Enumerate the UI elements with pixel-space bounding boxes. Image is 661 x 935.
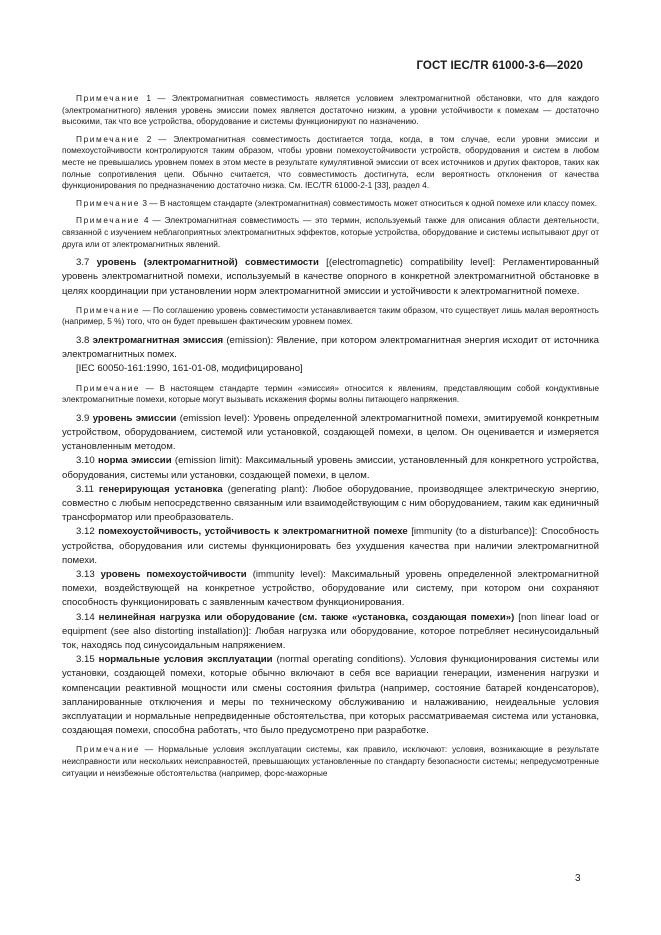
term-name: уровень эмиссии bbox=[92, 412, 177, 424]
term-3-15 bbox=[62, 653, 599, 738]
note-label: Примечание bbox=[76, 382, 141, 393]
term-definition: (emission level): Уровень определенной электромагнитной помехи, эмитируемой конкретным устройством, оборудованием, системой или установкой, создающей помехи, в целом. Он оценивается и измеряется установленным методом. bbox=[62, 412, 599, 453]
term-definition: (emission): Явление, при котором электромагнитная энергия исходит от источника электромагнитных помех. bbox=[62, 334, 599, 361]
term-3-13 bbox=[62, 568, 599, 611]
term-3-7 bbox=[62, 256, 599, 299]
note-number: 2 bbox=[146, 133, 152, 144]
document-body bbox=[62, 93, 599, 785]
term-3-14 bbox=[62, 611, 599, 654]
term-3-12 bbox=[62, 525, 599, 568]
term-name: нелинейная нагрузка или оборудование (см. также «установка, создающая помехи») bbox=[98, 611, 515, 623]
term-number: 3.14 bbox=[76, 611, 95, 623]
term-number: 3.10 bbox=[76, 455, 95, 467]
term-name: нормальные условия эксплуатации bbox=[98, 654, 273, 666]
note-label: Примечание bbox=[76, 197, 141, 208]
term-definition: (normal operating conditions). Условия функционирования системы или установки, создающей помехи, которые обычно включают в себя все вариации генерации, изменения нагрузки и компенсации реактивной мощности или смены состояния фильтра (например, состояние батарей конденсаторов), запланированные отключения и меры по техническому обслуживанию и налаживанию, неидеальные условия эксплуатации и нормальные непредвиденные обстоятельства, при которых рассматриваемая система или установка, создающая помехи, способна работать, что было предусмотрено при разработке. bbox=[62, 654, 599, 737]
term-3-9 bbox=[62, 412, 599, 455]
note-3 bbox=[62, 198, 599, 210]
term-number: 3.15 bbox=[76, 654, 95, 666]
note-text: — По соглашению уровень совместимости устанавливается таким образом, что существует лишь малая вероятность (например, 5 %) того, что он будет превышен фактическим уровнем помех. bbox=[62, 304, 599, 327]
note-number: 1 bbox=[146, 93, 151, 103]
note-label: Примечание bbox=[76, 304, 141, 315]
term-definition: (immunity level): Максимальный уровень определенной электромагнитной помехи, воздействующей на конкретное устройство, оборудование или систему, при котором они сохраняют способность функционировать с заявленным качеством функционирования. bbox=[62, 568, 599, 609]
term-name: норма эмиссии bbox=[97, 455, 172, 467]
term-number: 3.13 bbox=[76, 568, 95, 580]
note-number: 4 bbox=[143, 215, 149, 226]
term-number: 3.8 bbox=[76, 334, 90, 346]
note-text: — Электромагнитная совместимость — это термин, используемый также для описания области деятельности, связанной с изучением неблагоприятных электромагнитных эффектов, которые устройства, оборудование и системы испытывают друг от друга или от электромагнитных явлений. bbox=[62, 215, 599, 249]
term-name: уровень помехоустойчивости bbox=[100, 568, 247, 580]
note-label: Примечание bbox=[76, 215, 141, 226]
term-definition: (generating plant): Любое оборудование, производящее электрическую энергию, совместно с любым непосредственно связанным или взаимодействующим с ним оборудованием, таким как единичный трансформатор или преобразователь. bbox=[62, 483, 599, 524]
term-name: электромагнитная эмиссия bbox=[92, 334, 224, 346]
note-text: — В настоящем стандарте (электромагнитная) совместимость может относиться к одной помехе или классу помех. bbox=[146, 197, 598, 208]
term-definition: (emission limit): Максимальный уровень эмиссии, установленный для конкретного устройства, оборудования, системы или установки, создающей помехи, в целом. bbox=[62, 455, 599, 481]
note-text: — Электромагнитная совместимость является условием электромагнитной обстановки, что для каждого (электромагнитного) явления уровень эмиссии помех является достаточно низким, а уровни устойчивости к помехам — достаточно высокими, так что все устройства, оборудование и системы функционируют по назначению. bbox=[62, 93, 599, 127]
term-3-10 bbox=[62, 454, 599, 482]
note-label: Примечание bbox=[76, 133, 141, 144]
term-name: помехоустойчивость, устойчивость к электромагнитной помехе bbox=[98, 526, 408, 538]
document-header: ГОСТ IEC/TR 61000-3-6—2020 bbox=[416, 60, 583, 72]
term-definition: [immunity (to a disturbance)]: Способность устройства, оборудования или системы функционировать без ухудшения качества при наличии электромагнитной помехи. bbox=[62, 526, 599, 566]
note-text: — Нормальные условия эксплуатации системы, как правило, исключают: условия, возникающие в результате неисправности или нескольких неисправностей, превышающих установленные по стандарту безопасности системы; непредусмотренные ситуации и неизбежные обстоятельства (например, форс-мажорные bbox=[62, 744, 599, 778]
note-label: Примечание bbox=[76, 744, 141, 755]
note-1 bbox=[62, 93, 599, 128]
term-number: 3.12 bbox=[76, 526, 95, 538]
term-number: 3.7 bbox=[76, 257, 90, 269]
term-number: 3.11 bbox=[76, 483, 94, 495]
page-number: 3 bbox=[575, 873, 581, 884]
note-text: — В настоящем стандарте термин «эмиссия» относится к явлениям, представляющим собой кондуктивные электромагнитные помехи, которые могут вызывать искажения формы волны питающего напряжения. bbox=[62, 382, 599, 405]
note-label: Примечание bbox=[76, 93, 141, 103]
term-definition: [(electromagnetic) compatibility level]: Регламентированный уровень электромагнитной помехи, используемый в качестве опорного в конкретной электромагнитной обстановке в целях координации при установлении норм электромагнитной эмиссии и устойчивости к электромагнитной помехе. bbox=[62, 257, 599, 297]
term-number: 3.9 bbox=[76, 412, 90, 424]
note-number: 3 bbox=[142, 197, 147, 208]
term-name: уровень (электромагнитной) совместимости bbox=[96, 257, 319, 269]
note-text: — Электромагнитная совместимость достигается тогда, когда, в том случае, если уровни эмиссии и помехоустойчивости контролируются таким образом, чтобы уровни помехоустойчивости устройств, оборудования и систем в любом месте не превышались уровнем помех в этом месте в результате кумулятивной эмиссии от всех источников и других факторов, таких как полные сопротивления цепи. Обычно считается, что совместимость достигнута, если вероятность отклонения от качества функционирования по предназначению достаточно низка. См. IEC/TR 61000-2-1 [33], раздел 4. bbox=[62, 133, 599, 191]
note-4 bbox=[62, 215, 599, 250]
note-3-7 bbox=[62, 305, 599, 328]
term-3-11 bbox=[62, 483, 599, 526]
term-definition: [non linear load or equipment (see also distorting installation)]: Любая нагрузка или оборудование, которое потребляет несинусоидальный ток, находясь под синусоидальным напряжением. bbox=[62, 611, 600, 651]
note-2 bbox=[62, 134, 599, 192]
term-name: генерирующая установка bbox=[98, 483, 223, 495]
term-reference: [IEC 60050-161:1990, 161-01-08, модифицировано] bbox=[76, 363, 303, 375]
term-3-8 bbox=[62, 334, 599, 362]
note-3-15 bbox=[62, 744, 599, 779]
note-3-8 bbox=[62, 383, 599, 406]
